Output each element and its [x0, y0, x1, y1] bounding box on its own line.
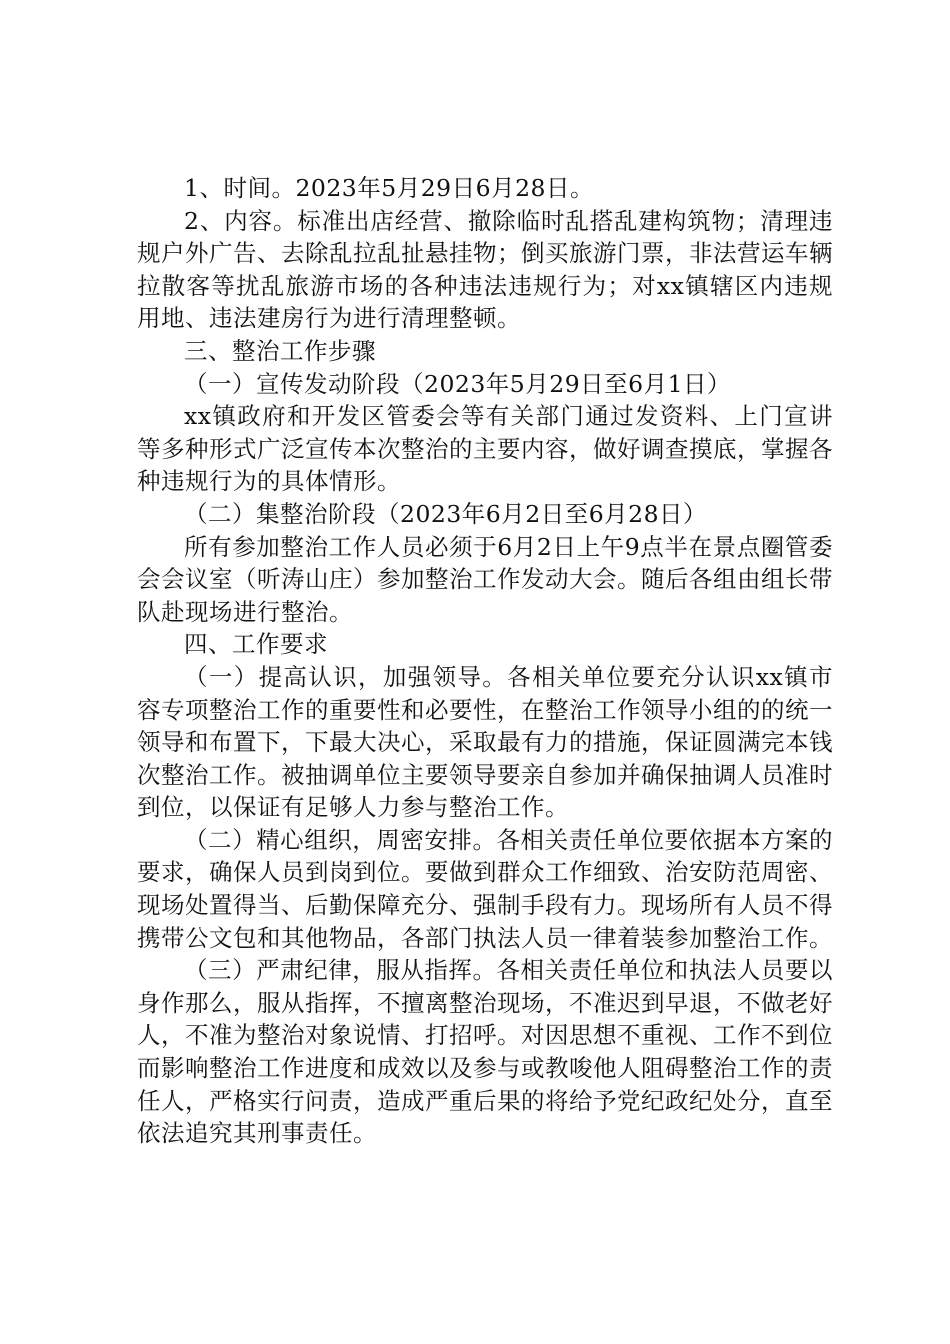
paragraph-content: 2、内容。标准出店经营、撤除临时乱搭乱建构筑物；清理违规户外广告、去除乱拉乱扯悬挂物；倒买旅游门票，非法营运车辆拉散客等扰乱旅游市场的各种违法违规行为；对xx镇辖区内违规用地、违法建房行为进行清理整顿。 — [137, 206, 833, 333]
paragraph-requirement-2: （二）精心组织，周密安排。各相关责任单位要依据本方案的要求，确保人员到岗到位。要做到群众工作细致、治安防范周密、现场处置得当、后勤保障充分、强制手段有力。现场所有人员不得携带公文包和其他物品，各部门执法人员一律着装参加整治工作。 — [137, 825, 833, 952]
paragraph-requirement-1: （一）提高认识，加强领导。各相关单位要充分认识xx镇市容专项整治工作的重要性和必要性，在整治工作领导小组的的统一领导和布置下，下最大决心，采取最有力的措施，保证圆满完本钱次整治工作。被抽调单位主要领导要亲自参加并确保抽调人员准时到位，以保证有足够人力参与整治工作。 — [137, 662, 833, 822]
subheading-rectification-stage: （二）集整治阶段（2023年6月2日至6月28日） — [184, 499, 708, 528]
document-page — [137, 172, 833, 1150]
subheading-publicity-stage: （一）宣传发动阶段（2023年5月29日至6月1日） — [184, 369, 732, 398]
paragraph-rectification: 所有参加整治工作人员必须于6月2日上午9点半在景点圈管委会会议室（听涛山庄）参加整治工作发动大会。随后各组由组长带队赴现场进行整治。 — [137, 532, 833, 626]
paragraph-publicity: xx镇政府和开发区管委会等有关部门通过发资料、上门宣讲等多种形式广泛宣传本次整治的主要内容，做好调查摸底，掌握各种违规行为的具体情形。 — [137, 402, 833, 496]
section-heading-requirements: 四、工作要求 — [184, 630, 328, 659]
section-heading-steps: 三、整治工作步骤 — [184, 336, 376, 365]
paragraph-requirement-3: （三）严肃纪律，服从指挥。各相关责任单位和执法人员要以身作那么，服从指挥，不擅离整治现场，不准迟到早退，不做老好人，不准为整治对象说情、打招呼。对因思想不重视、工作不到位而影响整治工作进度和成效以及参与或教唆他人阻碍整治工作的责任人，严格实行问责，造成严重后果的将给予党纪政纪处分，直至依法追究其刑事责任。 — [137, 956, 833, 1148]
paragraph-time: 1、时间。2023年5月29日6月28日。 — [184, 174, 594, 202]
